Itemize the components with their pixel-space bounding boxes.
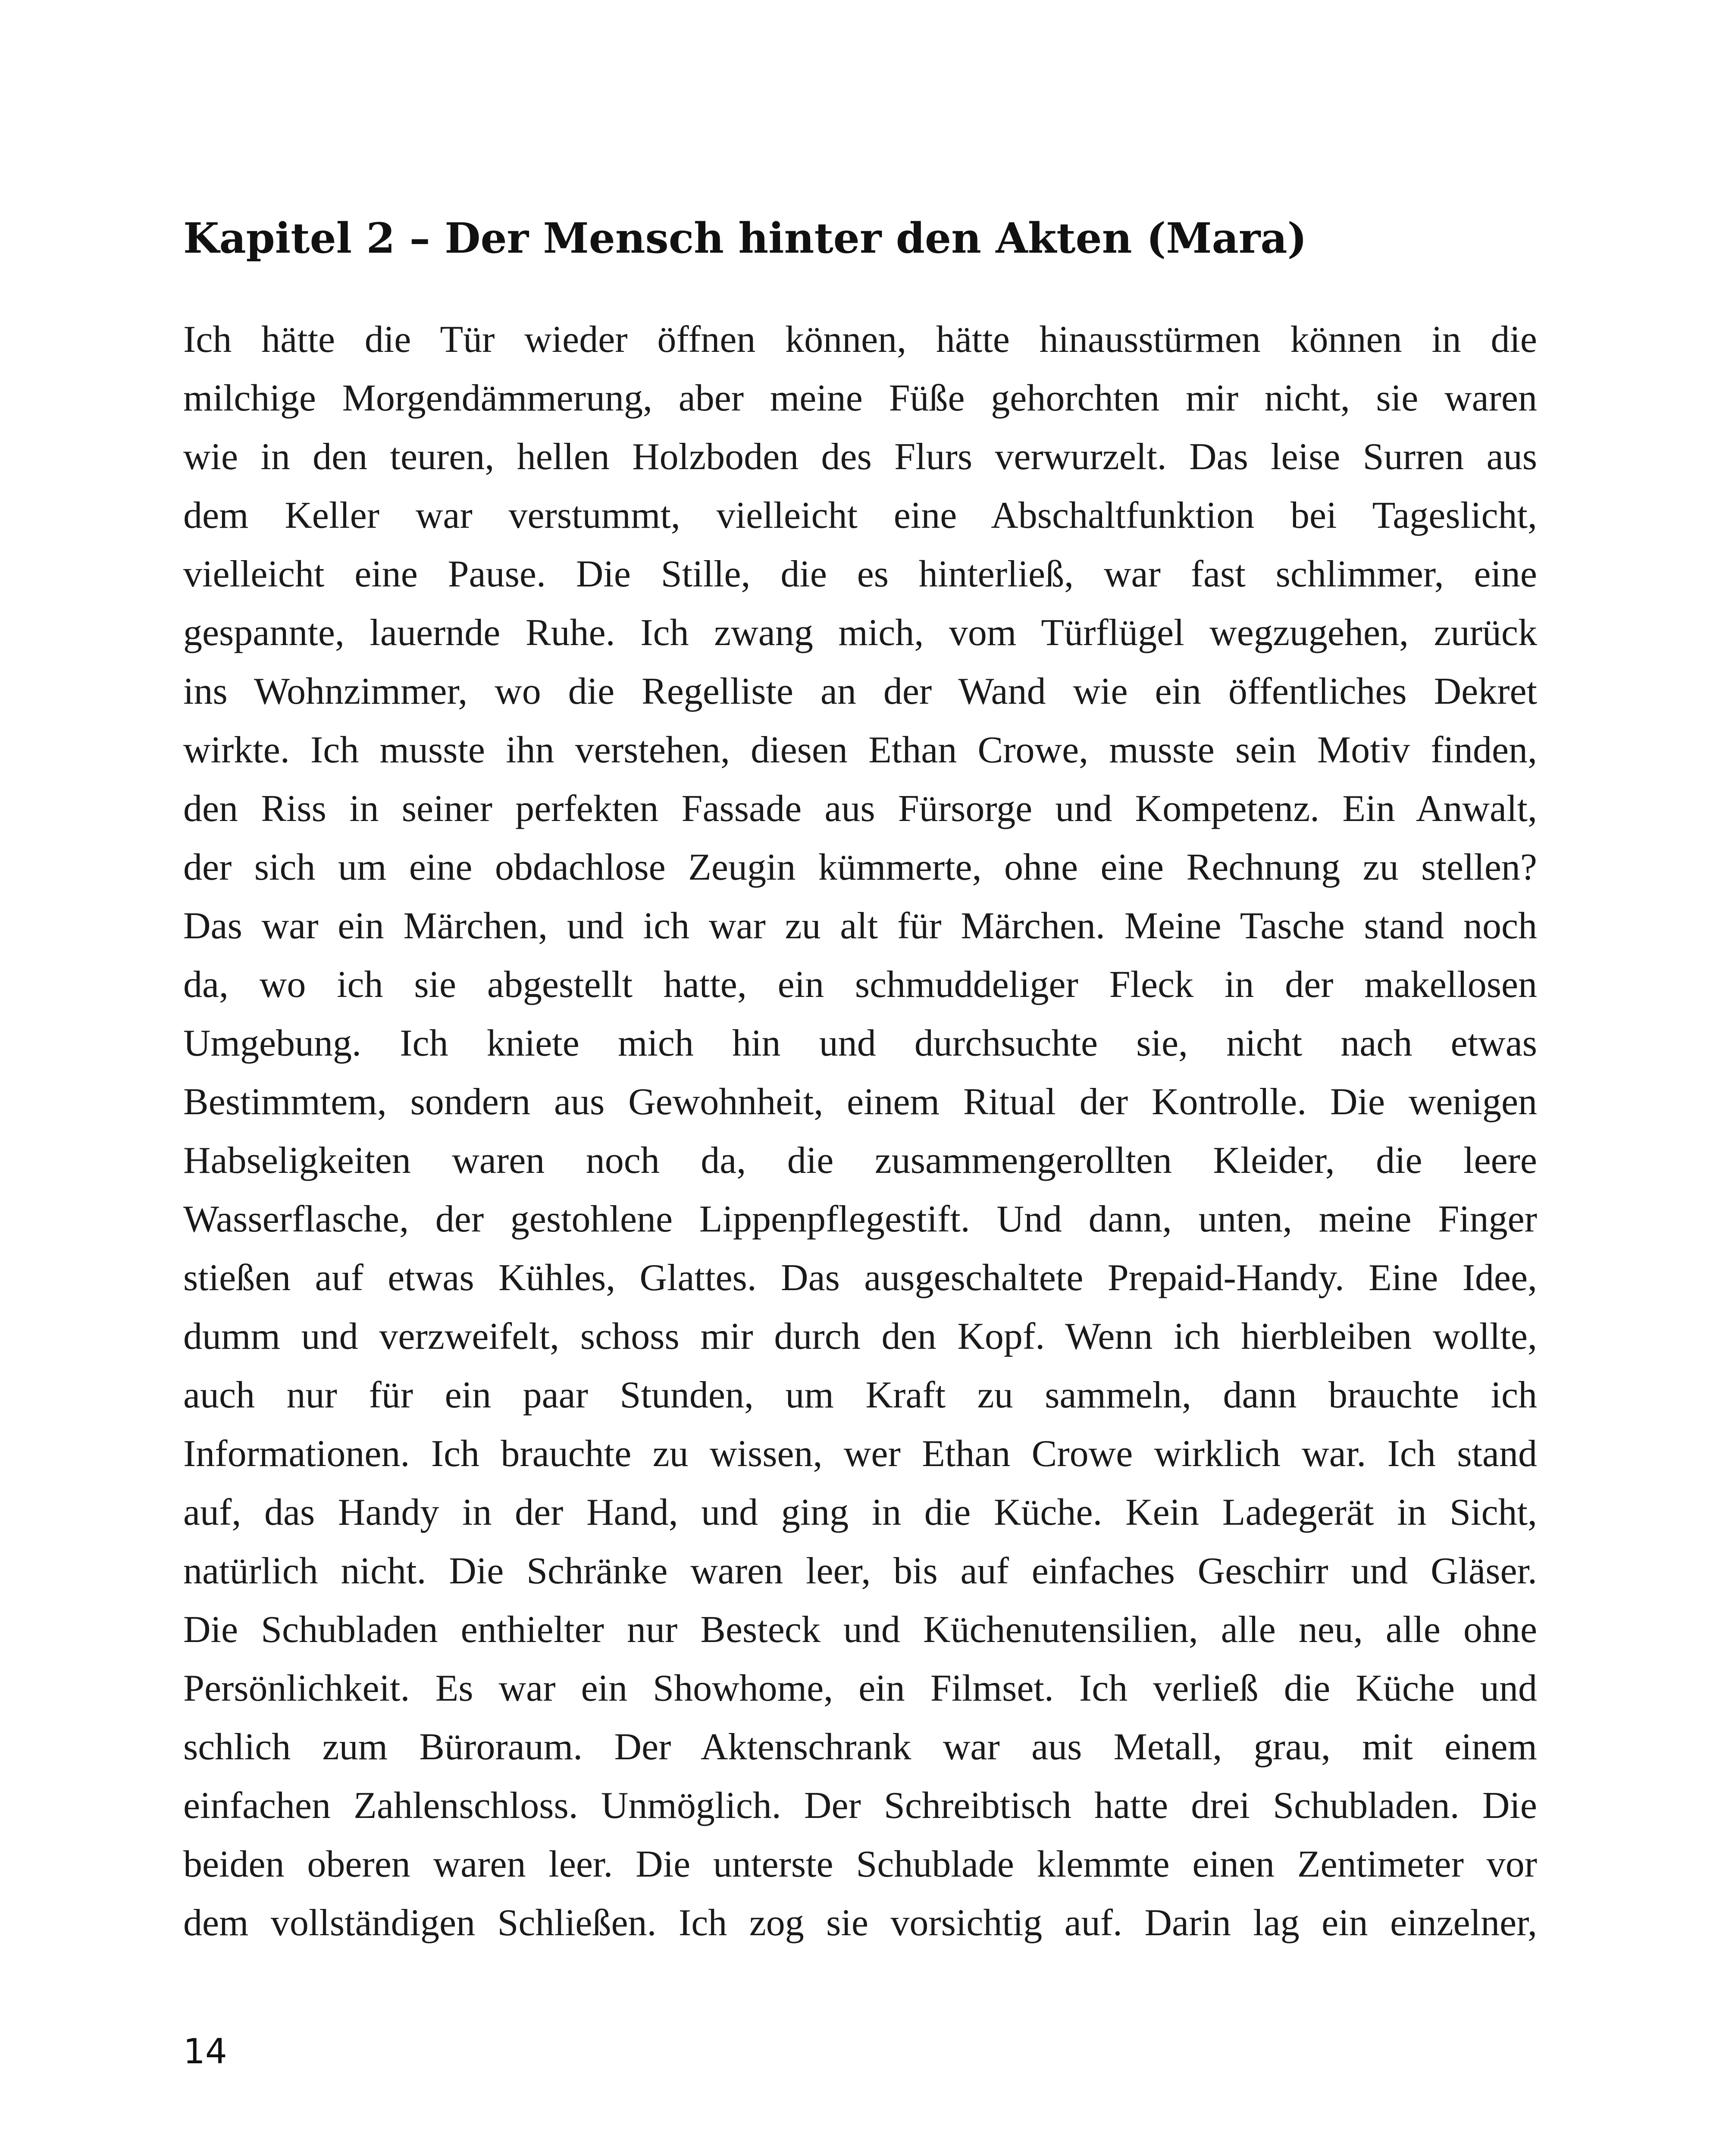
text-line: natürlich nicht. Die Schränke waren leer, bis auf einfaches Geschirr und Gläser. — [183, 1550, 1537, 1592]
text-line: auch nur für ein paar Stunden, um Kraft zu sammeln, dann brauchte ich — [183, 1374, 1537, 1416]
text-line: Die Schubladen enthielter nur Besteck und Küchenutensilien, alle neu, alle ohne — [183, 1609, 1537, 1651]
text-line: Informationen. Ich brauchte zu wissen, wer Ethan Crowe wirklich war. Ich stand — [183, 1433, 1537, 1475]
body-text — [183, 310, 1537, 1952]
text-line: auf, das Handy in der Hand, und ging in die Küche. Kein Ladegerät in Sicht, — [183, 1492, 1537, 1533]
text-line: einfachen Zahlenschloss. Unmöglich. Der Schreibtisch hatte drei Schubladen. Die — [183, 1785, 1537, 1827]
chapter-title: Kapitel 2 – Der Mensch hinter den Akten (Mara) — [183, 214, 1307, 263]
text-line: den Riss in seiner perfekten Fassade aus Fürsorge und Kompetenz. Ein Anwalt, — [183, 788, 1537, 830]
text-line: stießen auf etwas Kühles, Glattes. Das ausgeschaltete Prepaid-Handy. Eine Idee, — [183, 1257, 1537, 1299]
text-line: Habseligkeiten waren noch da, die zusammengerollten Kleider, die leere — [183, 1140, 1537, 1181]
text-line: wirkte. Ich musste ihn verstehen, diesen Ethan Crowe, musste sein Motiv finden, — [183, 729, 1537, 771]
text-line: Das war ein Märchen, und ich war zu alt für Märchen. Meine Tasche stand noch — [183, 905, 1537, 947]
text-line: wie in den teuren, hellen Holzboden des Flurs verwurzelt. Das leise Surren aus — [183, 436, 1537, 478]
text-line: Persönlichkeit. Es war ein Showhome, ein Filmset. Ich verließ die Küche und — [183, 1667, 1537, 1709]
text-line: dumm und verzweifelt, schoss mir durch den Kopf. Wenn ich hierbleiben wollte, — [183, 1316, 1537, 1357]
text-line: Bestimmtem, sondern aus Gewohnheit, einem Ritual der Kontrolle. Die wenigen — [183, 1081, 1537, 1123]
text-line: milchige Morgendämmerung, aber meine Füße gehorchten mir nicht, sie waren — [183, 377, 1537, 419]
text-line: dem vollständigen Schließen. Ich zog sie vorsichtig auf. Darin lag ein einzelner, — [183, 1902, 1537, 1944]
text-line: Umgebung. Ich kniete mich hin und durchsuchte sie, nicht nach etwas — [183, 1022, 1537, 1064]
text-line: ins Wohnzimmer, wo die Regelliste an der Wand wie ein öffentliches Dekret — [183, 671, 1537, 712]
text-line: gespannte, lauernde Ruhe. Ich zwang mich, vom Türflügel wegzugehen, zurück — [183, 612, 1537, 654]
page-number: 14 — [183, 2031, 227, 2071]
text-line: beiden oberen waren leer. Die unterste Schublade klemmte einen Zentimeter vor — [183, 1843, 1537, 1885]
text-line: Ich hätte die Tür wieder öffnen können, hätte hinausstürmen können in die — [183, 319, 1537, 360]
text-line: der sich um eine obdachlose Zeugin kümmerte, ohne eine Rechnung zu stellen? — [183, 846, 1537, 888]
text-line: Wasserflasche, der gestohlene Lippenpflegestift. Und dann, unten, meine Finger — [183, 1198, 1537, 1240]
text-line: dem Keller war verstummt, vielleicht eine Abschaltfunktion bei Tageslicht, — [183, 495, 1537, 536]
text-line: vielleicht eine Pause. Die Stille, die es hinterließ, war fast schlimmer, eine — [183, 553, 1537, 595]
text-line: da, wo ich sie abgestellt hatte, ein schmuddeliger Fleck in der makellosen — [183, 964, 1537, 1006]
text-line: schlich zum Büroraum. Der Aktenschrank war aus Metall, grau, mit einem — [183, 1726, 1537, 1768]
